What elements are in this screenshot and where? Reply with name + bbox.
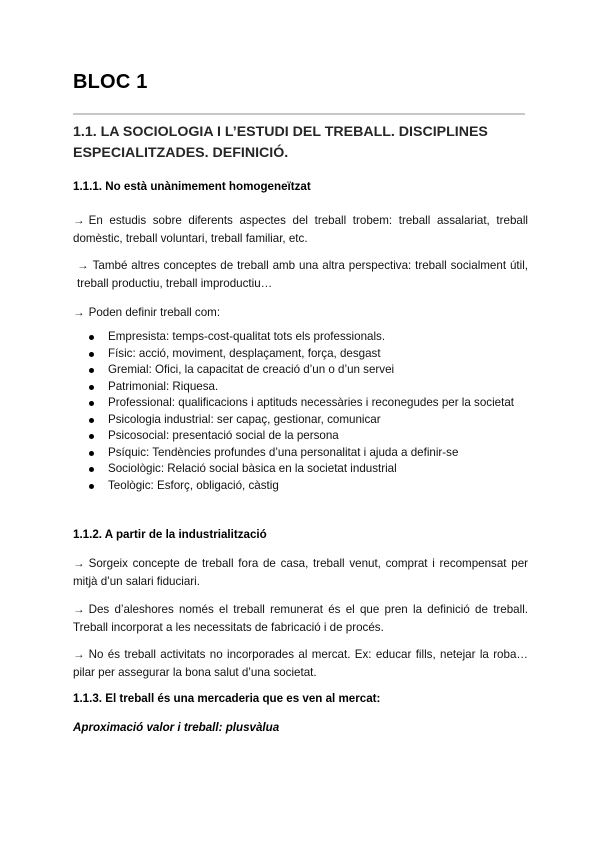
list-item: Psicologia industrial: ser capaç, gestionar, comunicar <box>73 412 528 429</box>
bullet-icon <box>89 335 94 340</box>
list-item: Psicosocial: presentació social de la persona <box>73 428 528 445</box>
arrow-icon: → <box>73 603 85 616</box>
document-title: BLOC 1 <box>73 71 148 93</box>
paragraph-text: Sorgeix concepte de treball fora de casa, treball venut, comprat i recompensat per mitjà d’un salari fiduciari. <box>73 557 528 588</box>
subsection-heading-1-1-2: 1.1.2. A partir de la industrialització <box>73 528 267 541</box>
arrow-icon: → <box>73 648 85 661</box>
bullet-icon <box>89 385 94 390</box>
arrow-icon: → <box>77 259 89 272</box>
section-heading: 1.1. LA SOCIOLOGIA I L’ESTUDI DEL TREBALL. DISCIPLINES ESPECIALITZADES. DEFINICIÓ. <box>73 124 488 161</box>
subsection-heading-1-1-1: 1.1.1. No està unànimement homogeneïtzat <box>73 180 311 193</box>
italic-heading-plusvalua: Aproximació valor i treball: plusvàlua <box>73 721 280 734</box>
list-item: Sociològic: Relació social bàsica en la societat industrial <box>73 461 528 478</box>
paragraph-text: En estudis sobre diferents aspectes del treball trobem: treball assalariat, treball domèstic, treball voluntari, treball familiar, etc. <box>73 214 528 245</box>
arrow-icon: → <box>73 214 85 227</box>
list-item: Teològic: Esforç, obligació, càstig <box>73 478 528 495</box>
paragraph-text: No és treball activitats no incorporades al mercat. Ex: educar fills, netejar la roba… pilar per assegurar la bona salut d’una societat. <box>73 648 528 679</box>
paragraph-non-market <box>73 646 528 681</box>
paragraph-paid-work <box>73 601 528 636</box>
list-item: Físic: acció, moviment, desplaçament, força, desgast <box>73 346 528 363</box>
list-item: Gremial: Ofici, la capacitat de creació d’un o d’un servei <box>73 362 528 379</box>
paragraph-perspectives <box>73 257 528 292</box>
title-divider <box>73 113 525 115</box>
paragraph-text: Des d’aleshores només el treball remunerat és el que pren la definició de treball. Treball incorporat a les necessitats de fabricació i de procés. <box>73 603 528 634</box>
paragraph-text: També altres conceptes de treball amb una altra perspectiva: treball socialment útil, treball productiu, treball improductiu… <box>77 259 528 290</box>
bullet-icon <box>89 368 94 373</box>
paragraph-definitions-intro <box>73 304 528 322</box>
paragraph-work-outside-home <box>73 555 528 590</box>
bullet-icon <box>89 434 94 439</box>
definitions-list <box>73 329 528 494</box>
list-item: Professional: qualificacions i aptituds necessàries i reconegudes per la societat <box>73 395 528 412</box>
paragraph-treball-types <box>73 212 528 247</box>
bullet-icon <box>89 418 94 423</box>
arrow-icon: → <box>73 306 85 319</box>
bullet-icon <box>89 451 94 456</box>
list-item: Empresista: temps-cost-qualitat tots els professionals. <box>73 329 528 346</box>
bullet-icon <box>89 401 94 406</box>
list-item: Patrimonial: Riquesa. <box>73 379 528 396</box>
paragraph-text: Poden definir treball com: <box>88 306 221 319</box>
arrow-icon: → <box>73 557 85 570</box>
list-item: Psíquic: Tendències profundes d’una personalitat i ajuda a definir-se <box>73 445 528 462</box>
subsection-heading-1-1-3: 1.1.3. El treball és una mercaderia que es ven al mercat: <box>73 692 381 705</box>
bullet-icon <box>89 467 94 472</box>
bullet-icon <box>89 352 94 357</box>
bullet-icon <box>89 484 94 489</box>
